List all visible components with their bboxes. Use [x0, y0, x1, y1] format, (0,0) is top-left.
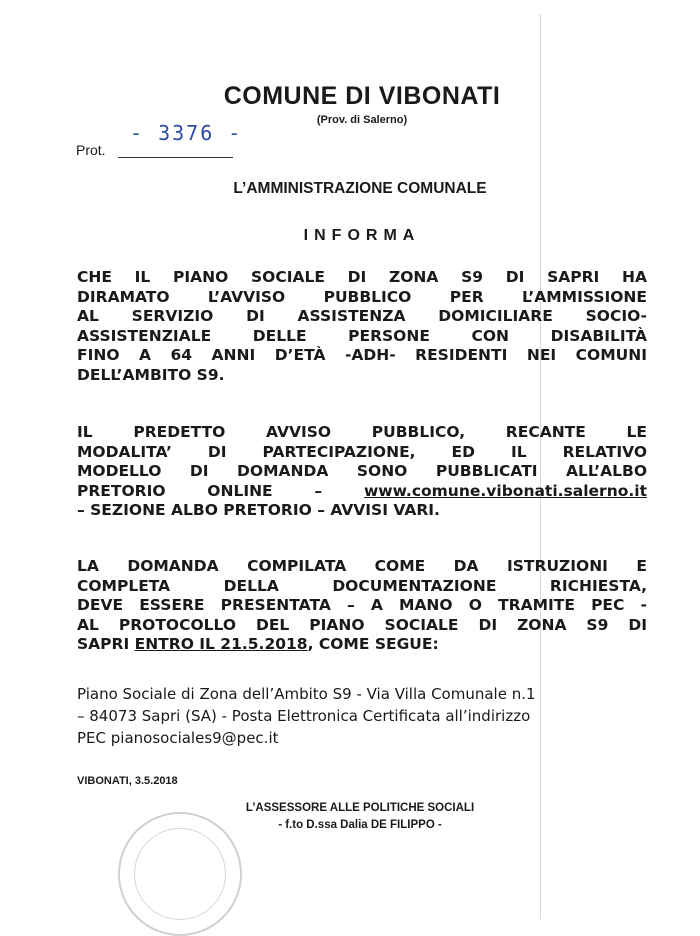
- paragraph-line: [77, 635, 647, 655]
- paragraph-line: ASSISTENZIALE DELLE PERSONE CON DISABILITÀ: [77, 326, 647, 345]
- paragraph-line: – SEZIONE ALBO PRETORIO – AVVISI VARI.: [77, 501, 440, 519]
- line-prefix: PRETORIO ONLINE –: [77, 481, 364, 500]
- signer-name: - f.to D.ssa Dalia DE FILIPPO -: [278, 819, 442, 831]
- paragraph-line: AL SERVIZIO DI ASSISTENZA DOMICILIARE SOCIO-: [77, 307, 647, 325]
- inform-heading: INFORMA: [303, 227, 421, 244]
- signature-block: [210, 800, 510, 834]
- line-prefix: SAPRI: [77, 635, 135, 653]
- administration-heading: L’AMMINISTRAZIONE COMUNALE: [233, 180, 487, 197]
- submission-address: [77, 683, 657, 749]
- notice-paragraph-3: [77, 557, 647, 655]
- province-subtitle: (Prov. di Salerno): [316, 114, 408, 126]
- place-and-date: VIBONATI, 3.5.2018: [77, 775, 178, 787]
- paragraph-line: CHE IL PIANO SOCIALE DI ZONA S9 DI SAPRI HA: [77, 268, 647, 286]
- website-link[interactable]: www.comune.vibonati.salerno.it: [363, 481, 647, 500]
- paragraph-line: DEVE ESSERE PRESENTATA – A MANO O TRAMITE PEC -: [77, 596, 647, 614]
- notice-paragraph-1: [77, 268, 647, 385]
- municipality-title: COMUNE DI VIBONATI: [223, 82, 501, 110]
- paragraph-line: DELL’AMBITO S9.: [77, 365, 225, 384]
- paragraph-line: DIRAMATO L’AVVISO PUBBLICO PER L’AMMISSIONE: [77, 287, 647, 306]
- address-line: Piano Sociale di Zona dell’Ambito S9 - Via Villa Comunale n.1: [77, 685, 536, 703]
- paragraph-line: [77, 482, 647, 502]
- address-line: – 84073 Sapri (SA) - Posta Elettronica Certificata all’indirizzo: [77, 707, 531, 725]
- paragraph-line: IL PREDETTO AVVISO PUBBLICO, RECANTE LE: [77, 423, 647, 441]
- paragraph-line: FINO A 64 ANNI D’ETÀ -ADH- RESIDENTI NEI COMUNI: [77, 346, 647, 364]
- protocol-underline: [118, 157, 233, 158]
- paragraph-line: AL PROTOCOLLO DEL PIANO SOCIALE DI ZONA S9 DI: [77, 615, 647, 634]
- deadline-text: ENTRO IL 21.5.2018: [134, 635, 308, 653]
- address-line: PEC pianosociales9@pec.it: [77, 729, 279, 747]
- protocol-number: - 3376 -: [130, 121, 243, 145]
- line-suffix: , COME SEGUE:: [307, 635, 439, 653]
- paragraph-line: COMPLETA DELLA DOCUMENTAZIONE RICHIESTA,: [77, 576, 647, 595]
- paragraph-line: MODELLO DI DOMANDA SONO PUBBLICATI ALL’ALBO: [77, 462, 647, 480]
- protocol-label: Prot.: [76, 142, 106, 158]
- paragraph-line: MODALITA’ DI PARTECIPAZIONE, ED IL RELATIVO: [77, 442, 647, 461]
- paragraph-line: LA DOMANDA COMPILATA COME DA ISTRUZIONI E: [77, 557, 647, 575]
- notice-paragraph-2: [77, 423, 647, 521]
- signer-role: L’ASSESSORE ALLE POLITICHE SOCIALI: [245, 802, 475, 814]
